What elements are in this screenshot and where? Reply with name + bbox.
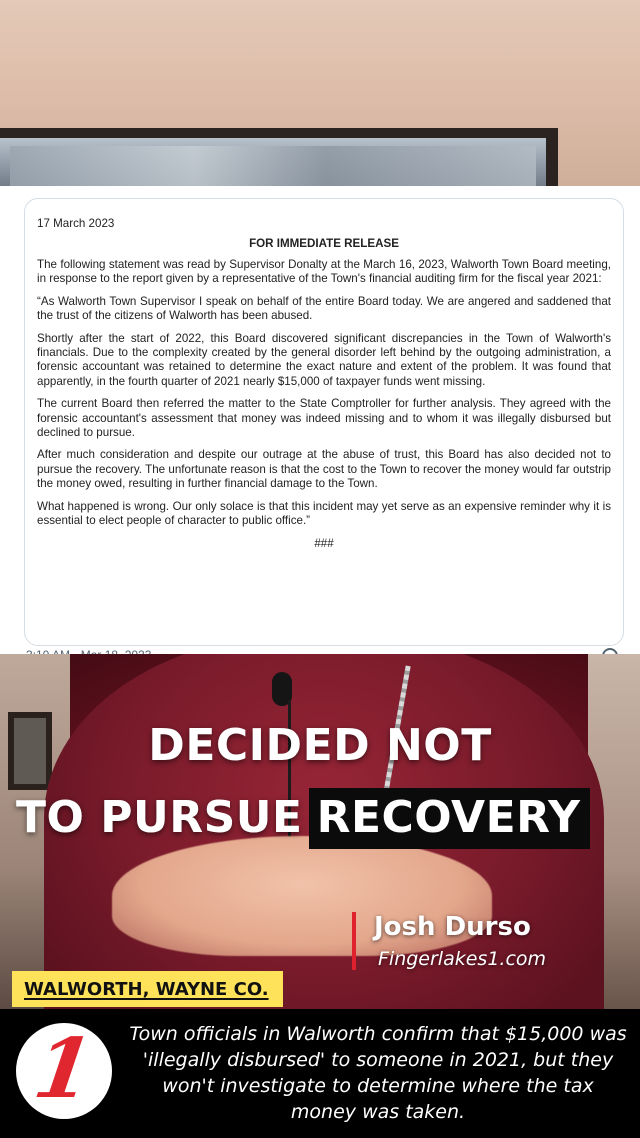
embedded-tweet — [0, 186, 640, 654]
press-release-paragraph: Shortly after the start of 2022, this Board discovered significant discrepancies in the Town of Walworth's financials. Due to the complexity created by the general disorder left behind by the outgoing administration, a forensic accountant was retained to determine the exact nature and extent of the problem. It was found that apparently, in the fourth quarter of 2021 nearly $15,000 of taxpayer funds went missing. — [37, 331, 611, 388]
press-release-date: 17 March 2023 — [37, 217, 115, 230]
wall-picture — [10, 146, 536, 186]
story-summary-bar — [0, 1009, 640, 1138]
caption-highlight: RECOVERY — [309, 788, 591, 849]
story-rank-number: 1 — [28, 1021, 100, 1117]
press-release-paragraph: The current Board then referred the matter to the State Comptroller for further analysis. They agreed with the forensic accountant's assessment that money was indeed missing and to whom it was illegally disbursed but declined to pursue. — [37, 397, 611, 440]
presenter-website: Fingerlakes1.com — [378, 948, 547, 970]
caption-line-1: DECIDED NOT — [148, 720, 492, 771]
press-release-paragraph: What happened is wrong. Our only solace is that this incident may yet serve as an expensive reminder why it is essential to elect people of character to public office.” — [37, 499, 611, 528]
press-release-heading: FOR IMMEDIATE RELEASE — [249, 237, 399, 250]
story-summary-text: Town officials in Walworth confirm that $15,000 was 'illegally disbursed' to someone in 2021, but they won't investigate to determine where the tax money was taken. — [129, 1023, 627, 1123]
press-release-paragraph: “As Walworth Town Supervisor I speak on behalf of the entire Board today. We are angered and saddened that the trust of the citizens of Walworth has been abused. — [37, 294, 611, 323]
press-release-paragraph: After much consideration and despite our outrage at the abuse of trust, this Board has also decided not to pursue the recovery. The unfortunate reason is that the cost to the Town to recover the money would far outstrip the money owed, resulting in further financial damage to the Town. — [37, 448, 611, 491]
background-photo-top — [0, 0, 640, 186]
video-frame — [0, 654, 640, 1009]
caption-line-2 — [16, 788, 590, 849]
location-tag — [12, 971, 283, 1007]
press-release-end-mark: ### — [314, 536, 334, 550]
press-release-image[interactable] — [24, 198, 624, 646]
press-release-paragraph: The following statement was read by Supervisor Donalty at the March 16, 2023, Walworth Town Board meeting, in response to the report given by a representative of the Town's financial auditing firm for the fiscal year 2021: — [37, 258, 611, 286]
story-rank-badge — [16, 1023, 112, 1119]
lower-third-accent — [352, 912, 356, 970]
wall-picture-frame — [0, 128, 558, 186]
caption-plain: TO PURSUE — [16, 792, 303, 843]
presenter-name: Josh Durso — [374, 912, 531, 942]
location-label: WALWORTH, WAYNE CO. — [24, 978, 269, 1000]
